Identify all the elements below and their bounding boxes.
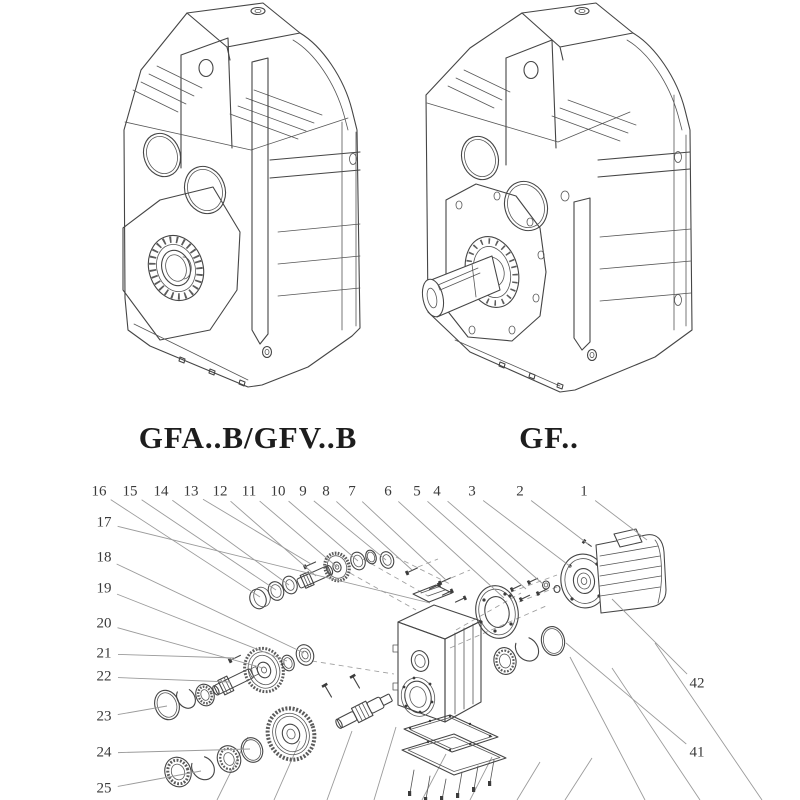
gear-bore-lower-left [178,161,232,220]
part-number-23: 23 [96,708,112,725]
leader-line-22 [118,678,230,682]
part-output-shaft [333,690,394,732]
leader-line-25 [118,771,201,786]
part-mid-spacer [280,653,297,672]
leader-line-11 [260,501,337,567]
oil-plug-left [251,8,265,15]
part-number-9: 9 [299,483,307,500]
output-shaft-right [419,256,500,319]
part-number-22: 22 [96,668,112,685]
part-cover-plate [402,734,506,775]
part-number-8: 8 [322,483,330,500]
part-number-15: 15 [122,483,138,500]
part-motor [557,529,666,613]
part-number-17: 17 [96,514,112,531]
bolt-hole-ear-left [199,60,213,77]
part-gasket [404,715,498,752]
exploded-diagram [92,483,763,800]
part-number-18: 18 [96,549,112,566]
front-flange-face-left [123,187,240,340]
part-number-10: 10 [270,483,286,500]
part-number-19: 19 [96,580,112,597]
leader-line-16 [111,500,260,597]
part-stud-cluster [510,576,560,601]
part-right-seal [539,624,568,657]
part-mid-cover-ring [151,687,184,723]
leader-line-9 [314,501,386,560]
leader-line-23 [118,706,167,715]
front-flange-face-right [446,184,546,341]
leader-line-5 [427,501,526,589]
caption-left: GFA..B/GFV..B [138,420,358,455]
leader-line-2 [531,501,588,544]
cooling-fins-center-block [230,90,322,139]
part-number-4: 4 [433,483,441,500]
part-number-12: 12 [212,483,228,500]
part-input-shaft [296,563,335,591]
part-number-7: 7 [348,483,356,500]
gearbox-right-drawing [419,3,692,392]
part-bolt-7 [438,570,470,586]
part-roller-bearing [161,753,196,790]
cutoff-leader-lines [217,643,762,800]
bolt-hole-ear-right [524,62,538,79]
part-key-b [349,674,362,690]
leader-line-7 [362,502,446,580]
part-number-2: 2 [516,483,524,500]
part-number-24: 24 [96,744,112,761]
part-number-6: 6 [384,483,392,500]
part-bottom-bearing [214,742,245,775]
part-number-41: 41 [689,744,705,761]
part-number-21: 21 [96,645,112,662]
cooling-fins-left-block [133,66,202,112]
part-bottom-snapring [187,752,219,785]
part-number-5: 5 [413,483,421,500]
part-number-14: 14 [153,483,169,500]
part-number-25: 25 [96,780,112,797]
gear-bore-upper-right [456,131,505,185]
cooling-fins-right-drawing [448,70,636,141]
assembly-dashed-lines [312,557,562,674]
part-bolt-13 [303,560,317,569]
caption-right: GF.. [519,420,579,455]
output-bearing-left [140,228,212,307]
part-number-42: 42 [689,675,705,692]
oil-plug-right [575,8,589,15]
leader-line-18 [117,564,304,653]
part-number-1: 1 [580,483,588,500]
leader-line-14 [172,500,289,585]
part-number-11: 11 [241,483,257,500]
leader-line-20 [117,628,263,668]
part-output-gear [260,702,321,767]
leader-line-8 [336,501,412,570]
leader-line-10 [289,501,358,561]
part-key-a [321,683,334,699]
part-right-bearing [491,646,518,677]
part-number-3: 3 [468,483,476,500]
part-housing [393,582,481,722]
part-mid-bearing-right [293,642,316,668]
gearbox-left-drawing [123,3,360,387]
part-mid-shaft [210,663,261,699]
gear-bore-lower-right [498,175,555,236]
gear-bore-upper-left [138,128,187,182]
leader-line-3 [483,500,571,567]
leader-line-15 [142,500,276,590]
part-number-13: 13 [183,483,199,500]
part-number-16: 16 [91,483,107,500]
leader-line-41 [566,643,686,744]
part-number-20: 20 [96,615,112,632]
leader-line-42 [612,599,687,674]
leader-line-24 [118,749,250,753]
leader-line-4 [448,501,543,584]
leader-line-17 [118,526,430,603]
part-input-endcap [247,585,273,611]
